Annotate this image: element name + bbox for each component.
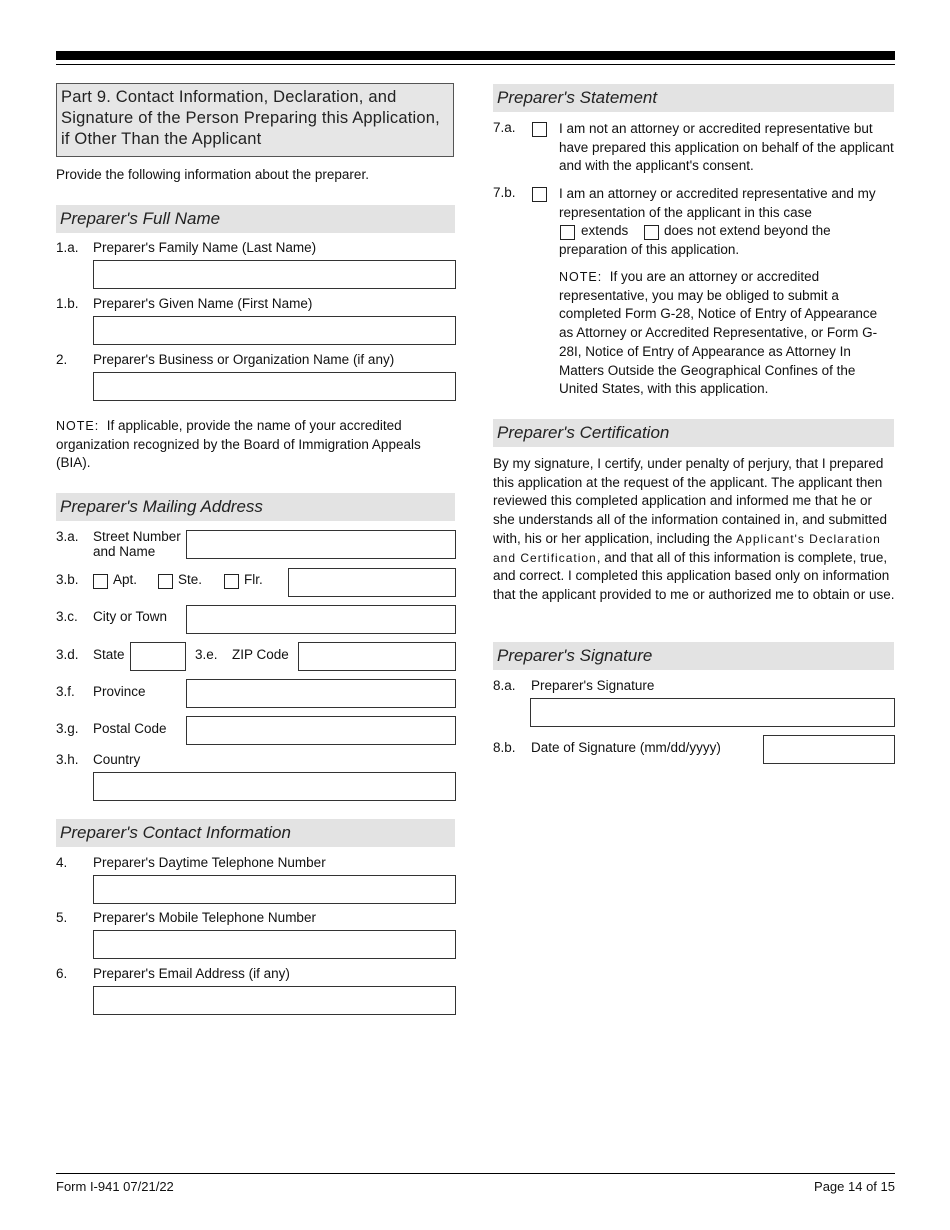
email-label: Preparer's Email Address (if any) [93, 966, 290, 981]
note-text: If applicable, provide the name of your accredited organization recognized by the Board of Immigration Appeals (BIA). [56, 418, 421, 471]
street-label-line2: and Name [93, 544, 156, 559]
item-number: 3.d. [56, 647, 79, 662]
note-prefix: NOTE: [559, 270, 603, 284]
not-attorney-checkbox[interactable] [532, 122, 547, 137]
certification-ref: Applicant's Declaration and Certification [493, 531, 881, 565]
item-number: 8.a. [493, 678, 516, 693]
part-intro: Provide the following information about the preparer. [56, 167, 369, 182]
certification-text [493, 455, 895, 605]
apt-label: Apt. [113, 572, 138, 587]
section-header-contact: Preparer's Contact Information [56, 819, 455, 847]
province-label: Province [93, 684, 146, 699]
family-name-input[interactable] [93, 260, 456, 289]
postal-code-label: Postal Code [93, 721, 167, 736]
section-header-full-name: Preparer's Full Name [56, 205, 455, 233]
not-extend-label: does not extend beyond the [664, 223, 831, 238]
item-number: 5. [56, 910, 68, 925]
family-name-label: Preparer's Family Name (Last Name) [93, 240, 317, 255]
daytime-phone-input[interactable] [93, 875, 456, 904]
city-label: City or Town [93, 609, 168, 624]
certification-text-b: , and that all of this information is complete, true, and correct. I completed this application based only on information that the applicant provided to me or authorized me to obtain or use. [493, 549, 895, 602]
given-name-label: Preparer's Given Name (First Name) [93, 296, 313, 311]
header-rule-thin [56, 64, 895, 65]
signature-input[interactable] [530, 698, 895, 727]
email-input[interactable] [93, 986, 456, 1015]
unit-number-input[interactable] [288, 568, 456, 597]
flr-label: Flr. [244, 572, 263, 587]
zip-input[interactable] [298, 642, 456, 671]
street-label [93, 529, 181, 559]
page-number: Page 14 of 15 [814, 1179, 895, 1194]
item-number: 1.a. [56, 240, 79, 255]
organization-name-input[interactable] [93, 372, 456, 401]
g28-note [559, 268, 895, 399]
part-title: Part 9. Contact Information, Declaration, and Signature of the Person Preparing this Application, if Other Than the Applicant [56, 83, 454, 157]
note-text: If you are an attorney or accredited representative, you may be obliged to submit a completed Form G-28, Notice of Entry of Appearance as Attorney or Accredited Representative, or Form G-28I, Notice of Entry of Appearance as Attorney In Matters Outside the Geographical Confines of the United States, with this application. [559, 269, 878, 397]
province-input[interactable] [186, 679, 456, 708]
extends-checkbox[interactable] [560, 225, 575, 240]
street-label-line1: Street Number [93, 529, 181, 544]
signature-date-label: Date of Signature (mm/dd/yyyy) [531, 740, 721, 755]
ste-checkbox[interactable] [158, 574, 173, 589]
state-label: State [93, 647, 125, 662]
flr-checkbox[interactable] [224, 574, 239, 589]
street-input[interactable] [186, 530, 456, 559]
given-name-input[interactable] [93, 316, 456, 345]
attorney-text-tail: preparation of this application. [559, 242, 740, 257]
signature-date-input[interactable] [763, 735, 895, 764]
certification-text-a: By my signature, I certify, under penalty of perjury, that I prepared this application at the request of the applicant. The applicant then reviewed this completed application and informed me that he or she understands all of the information contained in, and submitted with, his or her application, including the [493, 456, 887, 546]
apt-checkbox[interactable] [93, 574, 108, 589]
footer-rule [56, 1173, 895, 1174]
city-input[interactable] [186, 605, 456, 634]
mobile-phone-input[interactable] [93, 930, 456, 959]
postal-code-input[interactable] [186, 716, 456, 745]
item-number: 3.c. [56, 609, 78, 624]
item-number: 3.a. [56, 529, 79, 544]
organization-name-label: Preparer's Business or Organization Name (if any) [93, 352, 395, 367]
daytime-phone-label: Preparer's Daytime Telephone Number [93, 855, 326, 870]
item-number: 3.f. [56, 684, 75, 699]
country-input[interactable] [93, 772, 456, 801]
item-number: 1.b. [56, 296, 79, 311]
item-number: 3.b. [56, 572, 79, 587]
section-header-mailing-address: Preparer's Mailing Address [56, 493, 455, 521]
zip-label: ZIP Code [232, 647, 289, 662]
form-id: Form I-941 07/21/22 [56, 1179, 174, 1194]
section-header-statement: Preparer's Statement [493, 84, 894, 112]
attorney-checkbox[interactable] [532, 187, 547, 202]
extends-label: extends [581, 223, 629, 238]
item-number: 4. [56, 855, 68, 870]
item-number: 3.h. [56, 752, 79, 767]
signature-label: Preparer's Signature [531, 678, 655, 693]
ste-label: Ste. [178, 572, 203, 587]
item-number: 8.b. [493, 740, 516, 755]
section-header-signature: Preparer's Signature [493, 642, 894, 670]
section-header-certification: Preparer's Certification [493, 419, 894, 447]
item-number: 2. [56, 352, 68, 367]
not-extend-checkbox[interactable] [644, 225, 659, 240]
attorney-text: I am an attorney or accredited representative and my representation of the applicant in this case [559, 186, 876, 220]
item-number: 7.a. [493, 120, 516, 135]
item-number: 7.b. [493, 185, 516, 200]
item-number: 3.g. [56, 721, 79, 736]
note-prefix: NOTE: [56, 419, 100, 433]
not-attorney-text: I am not an attorney or accredited representative but have prepared this application on behalf of the applicant and with the applicant's consent. [559, 121, 894, 174]
mobile-phone-label: Preparer's Mobile Telephone Number [93, 910, 316, 925]
header-rule-thick [56, 51, 895, 60]
item-number: 3.e. [195, 647, 218, 662]
item-number: 6. [56, 966, 68, 981]
bia-note [56, 417, 456, 473]
country-label: Country [93, 752, 141, 767]
state-input[interactable] [130, 642, 186, 671]
